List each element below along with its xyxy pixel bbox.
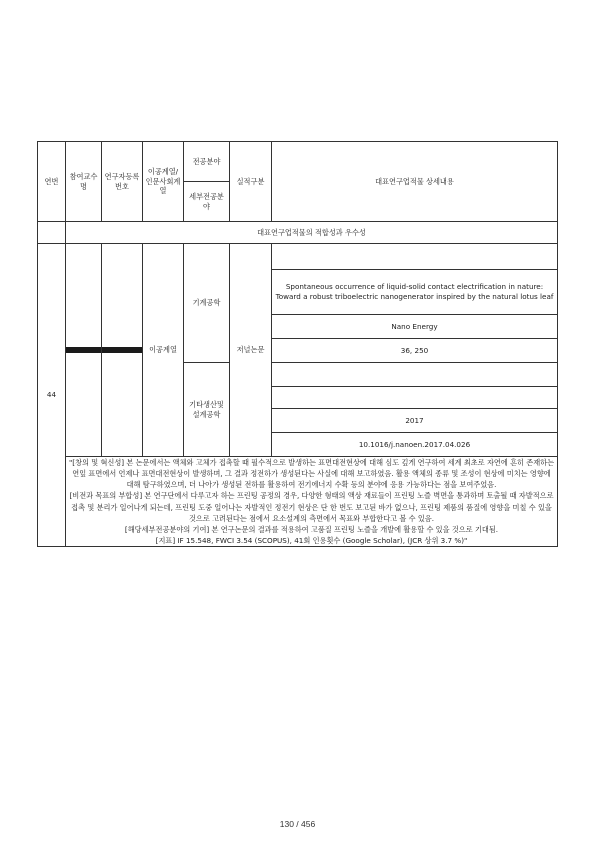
- detail-doi: 10.1016/j.nanoen.2017.04.026: [272, 433, 558, 457]
- record-sub-major: 기타생산및설계공학: [184, 363, 230, 457]
- header-performance: 실적구분: [230, 142, 272, 222]
- detail-row-blank-2: [272, 363, 558, 387]
- page-number: 130 / 456: [279, 819, 316, 829]
- participant-cell: [66, 244, 102, 457]
- researcher-id-cell: [102, 244, 143, 457]
- header-major: 전공분야: [184, 142, 230, 182]
- header-detail: 대표연구업적물 상세내용: [272, 142, 558, 222]
- header-field-group: 이공계열/인문사회계열: [143, 142, 184, 222]
- header-suitability: 대표연구업적물의 적합성과 우수성: [66, 222, 558, 244]
- paragraph-contribution: [해당세부전공분야의 기여] 본 연구논문의 결과를 적용하여 고품질 프린팅 노즐을 개발에 활용할 수 있을 것으로 기대됨.: [124, 524, 499, 534]
- header-sub-major: 세부전공분야: [184, 182, 230, 222]
- detail-volume-page: 36, 250: [272, 339, 558, 363]
- header-no: 연번: [38, 142, 66, 222]
- paragraph-vision: [비전과 목표의 부합성] 본 연구단에서 다루고자 하는 프린팅 공정의 경우, 다양한 형태의 액상 재료들이 프린팅 노즐 벽면을 통과하며 토출될 때 자발적으로 접촉 및 분리가 일어나게 되는데, 프린팅 도중 일어나는 자발적인 정전기 현상은 단 한 번도 보고된 바가 없으나, 프린팅 제품의 품질에 영향을 미칠 수 있을 것으로 고려된다는 점에서 요소설계의 측면에서 목표와 부합한다고 볼 수 있음.: [69, 491, 554, 523]
- paragraph-creativity: "[창의 및 혁신성] 본 논문에서는 액체와 고체가 접촉할 때 필수적으로 발생하는 표면대전현상에 대해 심도 깊게 연구하여 세계 최초로 자연에 흔히 존재하는 연잎 표면에서 언제나 표면대전현상이 발생하며, 그 결과 정전하가 생성된다는 사실에 대해 보고하였음. 활용 액체의 종류 및 조성이 현상에 미치는 영향에 대해 탐구하였으며, 더 나아가 생성된 전하를 활용하여 전기에너지 수확 등의 분야에 응용 가능하다는 점을 보여주었음.: [68, 458, 555, 490]
- record-no: 44: [38, 244, 66, 547]
- header-researcher-id: 연구자등록번호: [102, 142, 143, 222]
- detail-title: Spontaneous occurrence of liquid-solid contact electrification in nature: Toward a robust triboelectric nanogenerator inspired by the natural lotus leaf: [272, 270, 558, 315]
- record-major: 기계공학: [184, 244, 230, 363]
- record-field-group: 이공계열: [143, 244, 184, 457]
- record-performance-type: 저널논문: [230, 244, 272, 457]
- header-participant: 참여교수명: [66, 142, 102, 222]
- detail-row-blank-1: [272, 244, 558, 270]
- detail-year: 2017: [272, 409, 558, 433]
- detail-journal: Nano Energy: [272, 315, 558, 339]
- paragraph-metrics: [지표] IF 15.548, FWCI 3.54 (SCOPUS), 41회 인용횟수 (Google Scholar), (JCR 상위 3.7 %)": [155, 536, 468, 546]
- suitability-description: [66, 457, 558, 547]
- research-record-table: [37, 141, 558, 547]
- detail-row-blank-3: [272, 387, 558, 409]
